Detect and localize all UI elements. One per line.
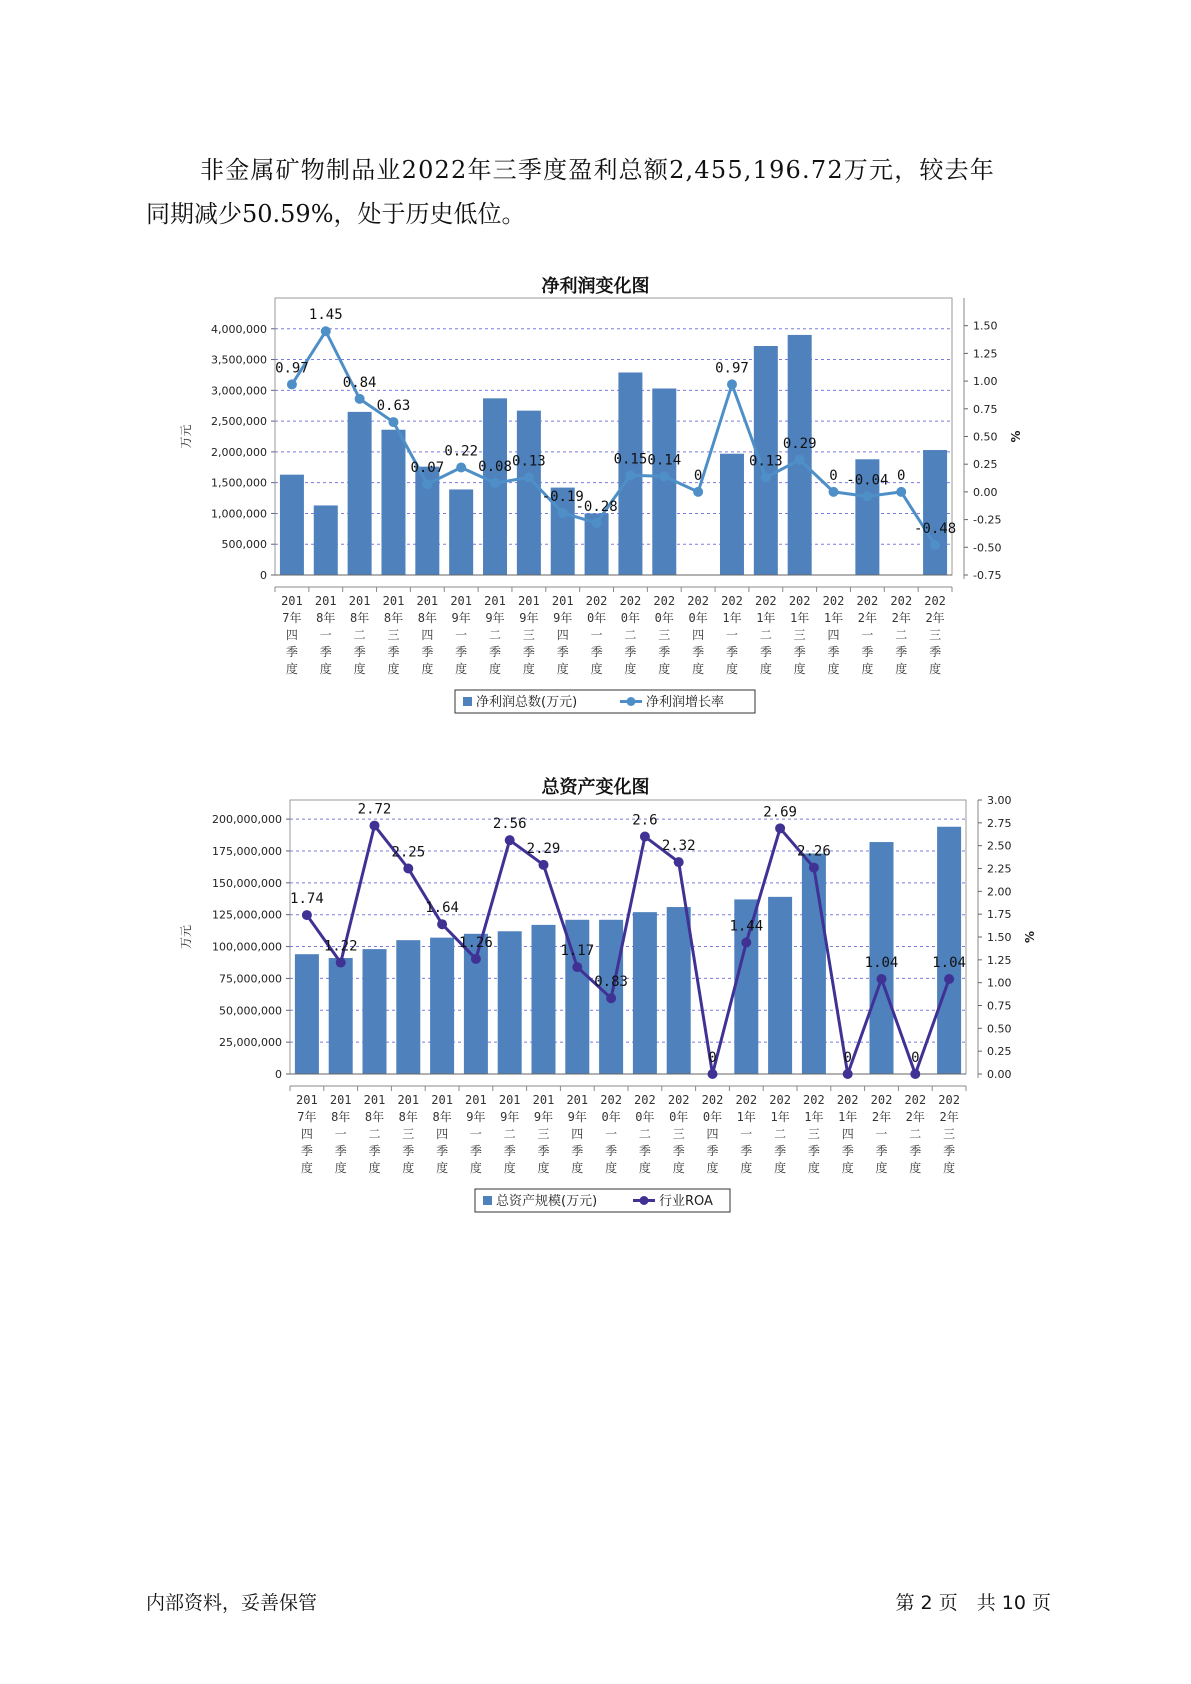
total-pages: 10 <box>1001 1592 1026 1614</box>
np-bar <box>923 450 947 575</box>
ta-x-tick-label: 202 1年一季度 <box>735 1093 758 1175</box>
np-line-data-label: 0.14 <box>647 452 682 469</box>
np-y2-axis-title: % <box>1009 430 1023 443</box>
ta-y2-tick-label: 2.25 <box>987 862 1012 876</box>
np-y-tick-label: 500,000 <box>221 538 267 552</box>
np-x-tick-label: 202 0年二季度 <box>619 594 642 676</box>
np-legend-bar-swatch <box>463 697 472 706</box>
np-line-data-label: 0.63 <box>376 398 411 415</box>
ta-bar <box>363 949 387 1074</box>
ta-x-tick-label: 201 9年三季度 <box>532 1093 555 1175</box>
ta-x-tick-label: 202 1年三季度 <box>803 1093 825 1175</box>
np-bar <box>449 489 473 575</box>
np-line-point <box>388 417 398 427</box>
ta-y2-tick-label: 3.00 <box>987 794 1012 807</box>
page-number: 2 <box>920 1592 933 1614</box>
ta-bar <box>396 940 420 1074</box>
ta-bar <box>633 912 657 1074</box>
np-line-point <box>896 487 906 497</box>
np-plot-area <box>275 298 952 575</box>
np-legend-line-label: 净利润增长率 <box>646 695 725 710</box>
ta-y-tick-label: 175,000,000 <box>212 844 282 858</box>
ta-y2-tick-label: 0.75 <box>987 999 1012 1013</box>
ta-line-data-label: 2.69 <box>763 804 797 821</box>
ta-line-point <box>437 919 447 929</box>
np-line-data-label: 0.07 <box>410 460 445 477</box>
np-line-data-label: 0.97 <box>715 360 749 377</box>
np-y2-tick-label: 1.00 <box>973 375 998 389</box>
ta-line-data-label: 1.64 <box>425 900 459 917</box>
np-y2-tick-label: 0.00 <box>973 485 998 499</box>
ta-x-tick-label: 202 2年一季度 <box>870 1093 893 1175</box>
ta-bar <box>802 854 826 1074</box>
np-line-point <box>829 487 839 497</box>
np-y-tick-label: 4,000,000 <box>211 322 267 336</box>
np-y-tick-label: 3,500,000 <box>211 353 267 367</box>
ta-line-data-label: 2.26 <box>797 843 831 860</box>
ta-bar <box>329 958 353 1074</box>
np-x-tick-label: 201 9年一季度 <box>450 594 473 676</box>
ta-line-point <box>877 974 887 984</box>
np-y-axis-title: 万元 <box>179 424 193 449</box>
ta-y2-tick-label: 1.00 <box>987 976 1012 990</box>
page-indicator <box>895 1588 1051 1615</box>
np-x-tick-label: 202 1年三季度 <box>788 594 811 676</box>
np-line-data-label: 0.29 <box>782 435 817 452</box>
ta-line-data-label: 2.72 <box>357 801 392 818</box>
np-line-point <box>422 479 432 489</box>
np-x-tick-label: 202 0年四季度 <box>687 594 709 676</box>
np-line-data-label: -0.48 <box>913 521 957 538</box>
ta-line-data-label: 0.83 <box>594 974 628 991</box>
ta-line-point <box>640 832 650 842</box>
ta-y2-tick-label: 1.75 <box>987 908 1012 922</box>
np-x-tick-label: 201 8年三季度 <box>382 594 405 676</box>
np-x-tick-label: 202 2年一季度 <box>856 594 879 676</box>
ta-y2-tick-label: 1.50 <box>987 931 1012 944</box>
ta-line-point <box>741 937 751 947</box>
np-y2-tick-label: 0.50 <box>973 430 998 444</box>
np-x-tick-label: 201 8年二季度 <box>348 594 371 676</box>
np-x-tick-label: 201 9年三季度 <box>518 594 540 676</box>
ta-line-point <box>336 958 346 968</box>
np-line-data-label: -0.28 <box>575 498 618 515</box>
ta-line-point <box>403 864 413 874</box>
ta-bar <box>937 827 961 1074</box>
ta-line-data-label: 1.44 <box>729 918 764 935</box>
ta-line-point <box>843 1069 853 1079</box>
np-x-tick-label: 202 0年三季度 <box>653 594 676 676</box>
ta-y-tick-label: 100,000,000 <box>212 940 282 954</box>
np-line-data-label: 0 <box>897 467 906 484</box>
np-y2-tick-label: -0.75 <box>973 569 1002 582</box>
np-line-point <box>659 471 669 481</box>
ta-x-tick-label: 202 1年二季度 <box>769 1093 791 1175</box>
np-bar <box>314 505 338 575</box>
np-y-tick-label: 2,000,000 <box>211 445 267 459</box>
ta-x-tick-label: 202 2年二季度 <box>904 1093 927 1175</box>
footer-confidential: 内部资料，妥善保管 <box>146 1592 318 1614</box>
np-legend-bar-label: 净利润总数(万元) <box>476 695 578 710</box>
ta-x-tick-label: 201 7年四季度 <box>296 1093 318 1175</box>
ta-x-tick-label: 201 9年一季度 <box>465 1093 487 1175</box>
ta-y2-tick-label: 0.50 <box>987 1022 1012 1036</box>
np-line-data-label: 1.45 <box>308 307 343 324</box>
np-line-point <box>456 463 466 473</box>
np-y-tick-label: 1,000,000 <box>211 507 267 521</box>
ta-line-point <box>708 1069 718 1079</box>
ta-line-data-label: 2.32 <box>661 838 696 855</box>
np-y-tick-label: 0 <box>260 569 267 582</box>
ta-line-point <box>370 821 380 831</box>
np-line-point <box>490 478 500 488</box>
np-line-point <box>930 540 940 550</box>
ta-y2-tick-label: 2.00 <box>987 885 1012 899</box>
np-legend-line-marker <box>627 697 636 706</box>
ta-y-tick-label: 50,000,000 <box>219 1004 282 1018</box>
np-x-tick-label: 201 9年四季度 <box>551 594 574 676</box>
ta-x-tick-label: 202 1年四季度 <box>836 1093 859 1175</box>
ta-line-data-label: 1.04 <box>864 955 899 972</box>
np-line-data-label: 0.22 <box>444 443 479 460</box>
ta-bar <box>768 897 792 1074</box>
ta-line-point <box>944 974 954 984</box>
np-line-point <box>321 326 331 336</box>
ta-y-tick-label: 150,000,000 <box>212 876 282 890</box>
ta-y2-tick-label: 0.25 <box>987 1045 1012 1059</box>
ta-line-data-label: 2.56 <box>492 816 527 833</box>
np-line-data-label: -0.04 <box>846 472 889 489</box>
ta-x-tick-label: 201 8年二季度 <box>363 1093 386 1175</box>
ta-y-tick-label: 75,000,000 <box>219 972 282 986</box>
ta-line-point <box>302 910 312 920</box>
np-y2-tick-label: 0.75 <box>973 402 998 416</box>
ta-x-tick-label: 201 9年二季度 <box>498 1093 521 1175</box>
ta-x-tick-label: 202 0年四季度 <box>701 1093 724 1175</box>
ta-x-tick-label: 202 0年二季度 <box>634 1093 656 1175</box>
ta-x-tick-label: 202 0年三季度 <box>667 1093 690 1175</box>
np-y-tick-label: 2,500,000 <box>211 415 267 429</box>
ta-legend-bar-label: 总资产规模(万元) <box>496 1194 598 1209</box>
np-x-tick-label: 202 2年二季度 <box>890 594 913 676</box>
ta-x-tick-label: 201 8年四季度 <box>431 1093 453 1175</box>
ta-line-data-label: 2.6 <box>632 812 658 829</box>
np-line-data-label: 0.08 <box>478 459 512 476</box>
np-y2-tick-label: -0.50 <box>973 541 1002 555</box>
np-x-tick-label: 201 7年四季度 <box>281 594 303 676</box>
np-bar <box>517 411 541 575</box>
ta-y-tick-label: 25,000,000 <box>219 1036 282 1050</box>
np-line-data-label: 0.84 <box>342 374 377 391</box>
page-prefix: 第 <box>895 1592 915 1614</box>
ta-line-data-label: 0 <box>843 1050 852 1066</box>
ta-line-point <box>910 1069 920 1079</box>
np-bar <box>348 412 372 575</box>
np-bar <box>720 454 744 575</box>
np-bar <box>381 430 405 575</box>
ta-y2-tick-label: 1.25 <box>987 953 1012 967</box>
ta-line-point <box>809 863 819 873</box>
ta-bar <box>430 938 454 1074</box>
np-x-tick-label: 202 1年二季度 <box>754 594 777 676</box>
ta-x-tick-label: 201 8年一季度 <box>329 1093 352 1175</box>
np-y2-tick-label: 0.25 <box>973 458 998 472</box>
ta-line-data-label: 0 <box>708 1050 717 1066</box>
ta-legend-line-label: 行业ROA <box>659 1194 713 1209</box>
ta-line-point <box>539 860 549 870</box>
ta-plot-area <box>290 800 966 1074</box>
np-line-point <box>287 379 297 389</box>
ta-y-tick-label: 125,000,000 <box>212 908 282 922</box>
ta-legend-bar-swatch <box>483 1196 492 1205</box>
ta-line-point <box>471 954 481 964</box>
np-line-point <box>727 379 737 389</box>
np-x-tick-label: 202 2年三季度 <box>924 594 946 676</box>
np-x-tick-label: 202 1年四季度 <box>822 594 845 676</box>
ta-y2-tick-label: 2.75 <box>987 816 1012 830</box>
np-line-point <box>524 472 534 482</box>
ta-y-axis-title: 万元 <box>179 924 193 950</box>
np-line-point <box>592 518 602 528</box>
np-x-tick-label: 201 8年一季度 <box>314 594 337 676</box>
total-assets-chart-title: 总资产变化图 <box>541 777 650 798</box>
ta-line-data-label: 2.25 <box>391 844 426 861</box>
ta-y-tick-label: 0 <box>275 1068 282 1081</box>
np-y2-tick-label: -0.25 <box>973 513 1002 527</box>
np-y-tick-label: 3,000,000 <box>211 384 267 398</box>
np-line-point <box>625 470 635 480</box>
ta-line-point <box>674 857 684 867</box>
ta-x-tick-label: 202 0年一季度 <box>600 1093 622 1175</box>
np-line-point <box>558 508 568 518</box>
ta-y2-axis-title: % <box>1023 930 1037 944</box>
ta-bar <box>498 931 522 1074</box>
ta-line-point <box>606 993 616 1003</box>
ta-line-data-label: 1.22 <box>323 938 358 955</box>
ta-bar <box>295 954 319 1074</box>
np-line-point <box>862 491 872 501</box>
np-x-tick-label: 202 0年一季度 <box>585 594 608 676</box>
np-line-point <box>693 487 703 497</box>
summary-line-2: 同期减少50.59%，处于历史低位。 <box>146 200 526 228</box>
net-profit-chart-title: 净利润变化图 <box>541 276 650 297</box>
ta-line-data-label: 1.04 <box>932 955 966 972</box>
np-line-data-label: 0 <box>693 467 703 484</box>
np-line-data-label: 0 <box>829 467 838 484</box>
ta-y2-tick-label: 0.00 <box>987 1068 1012 1081</box>
np-x-tick-label: 202 1年一季度 <box>721 594 743 676</box>
net-profit-chart <box>0 290 1191 720</box>
ta-bar <box>667 907 691 1074</box>
np-line-data-label: 0.13 <box>512 453 546 470</box>
summary-paragraph <box>146 148 1046 236</box>
page-mid: 页 共 <box>938 1592 996 1614</box>
np-line-point <box>355 394 365 404</box>
ta-x-tick-label: 201 9年四季度 <box>566 1093 589 1175</box>
ta-line-data-label: 1.17 <box>560 943 595 960</box>
ta-x-tick-label: 202 2年三季度 <box>938 1093 960 1175</box>
np-y2-tick-label: 1.25 <box>973 347 998 361</box>
page-suffix: 页 <box>1031 1592 1051 1614</box>
ta-y2-tick-label: 2.50 <box>987 839 1012 853</box>
np-line-point <box>795 455 805 465</box>
ta-line-point <box>505 835 515 845</box>
summary-line-1: 非金属矿物制品业2022年三季度盈利总额2,455,196.72万元，较去年 <box>200 156 995 184</box>
ta-line-data-label: 0 <box>911 1050 920 1066</box>
ta-line-data-label: 1.26 <box>459 934 493 951</box>
ta-line-data-label: 2.29 <box>526 840 561 857</box>
np-x-tick-label: 201 9年二季度 <box>484 594 506 676</box>
ta-legend-line-marker <box>640 1196 649 1205</box>
ta-bar <box>532 925 556 1074</box>
ta-line-data-label: 1.74 <box>290 891 324 908</box>
np-x-tick-label: 201 8年四季度 <box>416 594 439 676</box>
np-line-data-label: 0.97 <box>275 360 309 377</box>
np-bar <box>280 475 304 575</box>
np-line-point <box>761 472 771 482</box>
ta-y-tick-label: 200,000,000 <box>212 813 282 827</box>
ta-x-tick-label: 201 8年三季度 <box>397 1093 420 1175</box>
ta-line-point <box>775 823 785 833</box>
np-y2-tick-label: 1.50 <box>973 319 998 333</box>
ta-line-point <box>572 962 582 972</box>
np-y-tick-label: 1,500,000 <box>211 476 267 490</box>
total-assets-chart <box>0 790 1191 1220</box>
np-line-data-label: 0.13 <box>748 453 783 470</box>
np-line-data-label: 0.15 <box>613 451 648 468</box>
np-line-data-label: -0.19 <box>541 488 584 505</box>
